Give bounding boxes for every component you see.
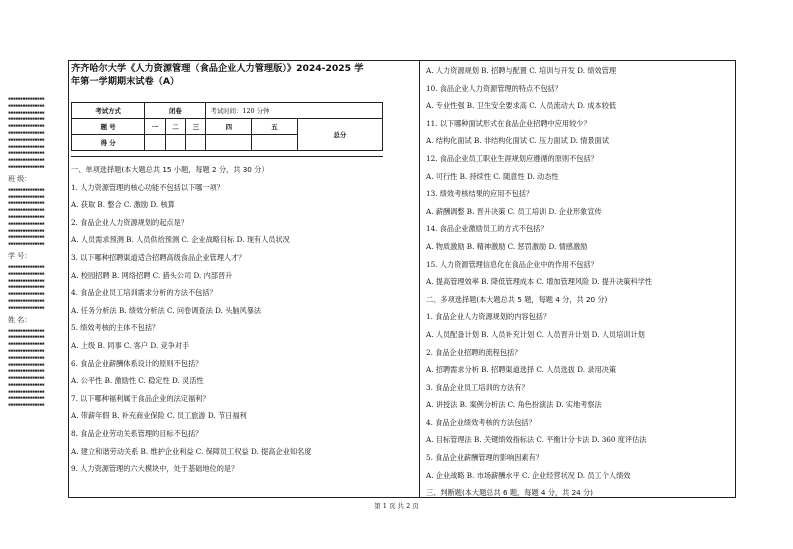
question-options: A. 校园招聘 B. 网络招聘 C. 猎头公司 D. 内部晋升 (71, 270, 233, 280)
dotted-line: ▪▪▪▪▪▪▪▪▪▪▪▪▪▪▪ (8, 304, 45, 311)
question-options: A. 公平性 B. 激励性 C. 稳定性 D. 灵活性 (71, 376, 204, 386)
dotted-line: ▪▪▪▪▪▪▪▪▪▪▪▪▪▪▪ (8, 157, 45, 164)
dotted-line: ▪▪▪▪▪▪▪▪▪▪▪▪▪▪▪ (8, 354, 45, 361)
question-text: 5. 食品企业薪酬管理的影响因素有？ (426, 453, 543, 463)
question-number-label: 题 号 (72, 119, 145, 135)
dotted-line: ▪▪▪▪▪▪▪▪▪▪▪▪▪▪▪ (8, 327, 45, 334)
question-options: A. 人力资源规划 B. 招聘与配置 C. 培训与开发 D. 绩效管理 (426, 66, 617, 75)
question-text: 13. 绩效考核结果的应用不包括？ (426, 189, 534, 199)
question-text: 8. 食品企业劳动关系管理的目标不包括？ (71, 428, 203, 438)
dotted-line: ▪▪▪▪▪▪▪▪▪▪▪▪▪▪▪ (8, 150, 45, 157)
question-text: 7. 以下哪种福利属于食品企业的法定福利？ (71, 393, 210, 403)
exam-info-table (71, 102, 383, 151)
question-text: 1. 食品企业人力资源规划的内容包括？ (426, 312, 551, 322)
dotted-line: ▪▪▪▪▪▪▪▪▪▪▪▪▪▪▪ (8, 347, 45, 354)
exam-time-label: 考试时间：120 分钟 (206, 103, 383, 119)
question-text: 1. 人力资源管理的核心功能不包括以下哪一项？ (71, 182, 224, 192)
question-options: A. 上级 B. 同事 C. 客户 D. 竞争对手 (71, 340, 190, 350)
question-text: 4. 食品企业员工培训需求分析的方法不包括？ (71, 288, 217, 298)
dotted-line: ▪▪▪▪▪▪▪▪▪▪▪▪▪▪▪ (8, 381, 45, 388)
dotted-line: ▪▪▪▪▪▪▪▪▪▪▪▪▪▪▪ (8, 241, 45, 248)
student-id-field-label: 学 号： (8, 251, 32, 260)
question-options: A. 招聘需求分析 B. 招聘渠道选择 C. 人员选拔 D. 录用决策 (426, 365, 617, 375)
question-text: 11. 以下哪种面试形式在食品企业招聘中应用较少？ (426, 118, 591, 128)
page-footer: 第 1 页 共 2 页 (374, 502, 419, 510)
section-rule (71, 156, 383, 157)
score-cell (206, 135, 252, 151)
dotted-line: ▪▪▪▪▪▪▪▪▪▪▪▪▪▪▪ (8, 284, 45, 291)
dotted-line: ▪▪▪▪▪▪▪▪▪▪▪▪▪▪▪ (8, 109, 45, 116)
dotted-line: ▪▪▪▪▪▪▪▪▪▪▪▪▪▪▪ (8, 361, 45, 368)
section-heading: 一、单项选择题(本大题总共 15 小题，每题 2 分，共 30 分） (71, 165, 269, 174)
question-text: 2. 食品企业人力资源规划的起点是？ (71, 217, 188, 227)
question-text: 3. 以下哪种招聘渠道适合招聘高级食品企业管理人才？ (71, 252, 246, 262)
dotted-line: ▪▪▪▪▪▪▪▪▪▪▪▪▪▪▪ (8, 163, 45, 170)
question-text: 2. 食品企业招聘的流程包括？ (426, 347, 522, 357)
right-column (426, 62, 732, 502)
question-options: A. 提高管理效率 B. 降低管理成本 C. 增加管理风险 D. 提升决策科学性 (426, 277, 653, 287)
left-column (71, 62, 415, 478)
part-header: 三 (186, 119, 206, 135)
part-header: 二 (165, 119, 185, 135)
question-options: A. 建立和谐劳动关系 B. 维护企业利益 C. 保障员工权益 D. 提高企业知名度 (71, 446, 312, 456)
name-field-label: 姓 名： (8, 315, 32, 324)
question-options: A. 结构化面试 B. 非结构化面试 C. 压力面试 D. 情景面试 (426, 136, 609, 146)
exam-mode-value: 闭卷 (145, 103, 206, 119)
dotted-line: ▪▪▪▪▪▪▪▪▪▪▪▪▪▪▪ (8, 200, 45, 207)
question-options: A. 薪酬调整 B. 晋升决策 C. 员工培训 D. 企业形象宣传 (426, 206, 602, 216)
dotted-line: ▪▪▪▪▪▪▪▪▪▪▪▪▪▪▪ (8, 395, 45, 402)
question-text: 12. 食品企业员工职业生涯规划应遵循的原则不包括？ (426, 153, 598, 163)
dotted-line: ▪▪▪▪▪▪▪▪▪▪▪▪▪▪▪ (8, 291, 45, 298)
score-cell (252, 135, 298, 151)
dotted-line: ▪▪▪▪▪▪▪▪▪▪▪▪▪▪▪ (8, 341, 45, 348)
exam-mode-label: 考试方式 (72, 103, 145, 119)
binding-margin (8, 96, 60, 409)
question-options: A. 获取 B. 整合 C. 激励 D. 核算 (71, 200, 175, 210)
exam-title-line-1: 齐齐哈尔大学《人力资源管理（食品企业人力管理版）》2024-2025 学 (71, 63, 364, 74)
exam-title (71, 62, 415, 88)
dotted-line: ▪▪▪▪▪▪▪▪▪▪▪▪▪▪▪ (8, 193, 45, 200)
column-divider (419, 60, 420, 498)
question-text: 3. 食品企业员工培训的方法有？ (426, 382, 529, 392)
part-header: 四 (206, 119, 252, 135)
score-cell (186, 135, 206, 151)
dotted-line: ▪▪▪▪▪▪▪▪▪▪▪▪▪▪▪ (8, 334, 45, 341)
section-heading: 二、多项选择题(本大题总共 5 题，每题 4 分，共 20 分) (426, 294, 608, 304)
dotted-line: ▪▪▪▪▪▪▪▪▪▪▪▪▪▪▪ (8, 129, 45, 136)
question-options: A. 带薪年假 B. 补充商业保险 C. 员工旅游 D. 节日福利 (71, 411, 247, 421)
question-text: 6. 食品企业薪酬体系设计的原则不包括？ (71, 358, 203, 368)
dotted-line: ▪▪▪▪▪▪▪▪▪▪▪▪▪▪▪ (8, 297, 45, 304)
question-text: 14. 食品企业激励员工的方式不包括？ (426, 224, 548, 234)
part-header: 一 (145, 119, 165, 135)
score-cell (145, 135, 165, 151)
question-options: A. 目标管理法 B. 关键绩效指标法 C. 平衡计分卡法 D. 360 度评估法 (426, 435, 647, 445)
dotted-line: ▪▪▪▪▪▪▪▪▪▪▪▪▪▪▪ (8, 96, 45, 102)
dotted-line: ▪▪▪▪▪▪▪▪▪▪▪▪▪▪▪ (8, 277, 45, 284)
score-cell (165, 135, 185, 151)
question-text: 10. 食品企业人力资源管理的特点不包括？ (426, 83, 562, 93)
class-field-label: 班 级： (8, 174, 32, 183)
total-score-label: 总分 (297, 119, 382, 151)
question-options: A. 可行性 B. 持续性 C. 随意性 D. 动态性 (426, 171, 559, 181)
question-options: A. 专业性强 B. 卫生安全要求高 C. 人员流动大 D. 成本较低 (426, 101, 617, 111)
dotted-line: ▪▪▪▪▪▪▪▪▪▪▪▪▪▪▪ (8, 213, 45, 220)
question-text: 15. 人力资源管理信息化在食品企业中的作用不包括？ (426, 259, 598, 269)
part-header: 五 (252, 119, 298, 135)
dotted-line: ▪▪▪▪▪▪▪▪▪▪▪▪▪▪▪ (8, 375, 45, 382)
dotted-line: ▪▪▪▪▪▪▪▪▪▪▪▪▪▪▪ (8, 220, 45, 227)
dotted-line: ▪▪▪▪▪▪▪▪▪▪▪▪▪▪▪ (8, 227, 45, 234)
dotted-line: ▪▪▪▪▪▪▪▪▪▪▪▪▪▪▪ (8, 123, 45, 130)
dotted-line: ▪▪▪▪▪▪▪▪▪▪▪▪▪▪▪ (8, 388, 45, 395)
dotted-line: ▪▪▪▪▪▪▪▪▪▪▪▪▪▪▪ (8, 368, 45, 375)
dotted-line: ▪▪▪▪▪▪▪▪▪▪▪▪▪▪▪ (8, 186, 45, 193)
dotted-line: ▪▪▪▪▪▪▪▪▪▪▪▪▪▪▪ (8, 136, 45, 143)
question-options: A. 企业战略 B. 市场薪酬水平 C. 企业经营状况 D. 员工个人绩效 (426, 470, 631, 480)
dotted-line: ▪▪▪▪▪▪▪▪▪▪▪▪▪▪▪ (8, 143, 45, 150)
question-text: 9. 人力资源管理的六大模块中，处于基础地位的是？ (71, 464, 239, 473)
section-heading: 三、判断题(本大题总共 6 题，每题 4 分，共 24 分) (426, 488, 593, 498)
dotted-line: ▪▪▪▪▪▪▪▪▪▪▪▪▪▪▪ (8, 263, 45, 270)
dotted-line: ▪▪▪▪▪▪▪▪▪▪▪▪▪▪▪ (8, 116, 45, 123)
question-options: A. 讲授法 B. 案例分析法 C. 角色扮演法 D. 实地考察法 (426, 400, 602, 410)
question-options: A. 物质激励 B. 精神激励 C. 惩罚激励 D. 情感激励 (426, 241, 588, 251)
dotted-line: ▪▪▪▪▪▪▪▪▪▪▪▪▪▪▪ (8, 102, 45, 109)
question-options: A. 任务分析法 B. 绩效分析法 C. 问卷调查法 D. 头脑风暴法 (71, 305, 262, 315)
score-label: 得 分 (72, 135, 145, 151)
question-options: A. 人员需求预测 B. 人员供给预测 C. 企业战略目标 D. 现有人员状况 (71, 235, 290, 245)
dotted-line: ▪▪▪▪▪▪▪▪▪▪▪▪▪▪▪ (8, 234, 45, 241)
dotted-line: ▪▪▪▪▪▪▪▪▪▪▪▪▪▪▪ (8, 207, 45, 214)
exam-title-line-2: 年第一学期期末试卷（A） (71, 76, 180, 87)
question-options: A. 人员配备计划 B. 人员补充计划 C. 人员晋升计划 D. 人员培训计划 (426, 329, 645, 339)
dotted-line: ▪▪▪▪▪▪▪▪▪▪▪▪▪▪▪ (8, 270, 45, 277)
question-text: 5. 绩效考核的主体不包括？ (71, 323, 160, 333)
dotted-line: ▪▪▪▪▪▪▪▪▪▪▪▪▪▪▪ (8, 402, 45, 409)
question-text: 4. 食品企业绩效考核的方法包括？ (426, 417, 536, 427)
